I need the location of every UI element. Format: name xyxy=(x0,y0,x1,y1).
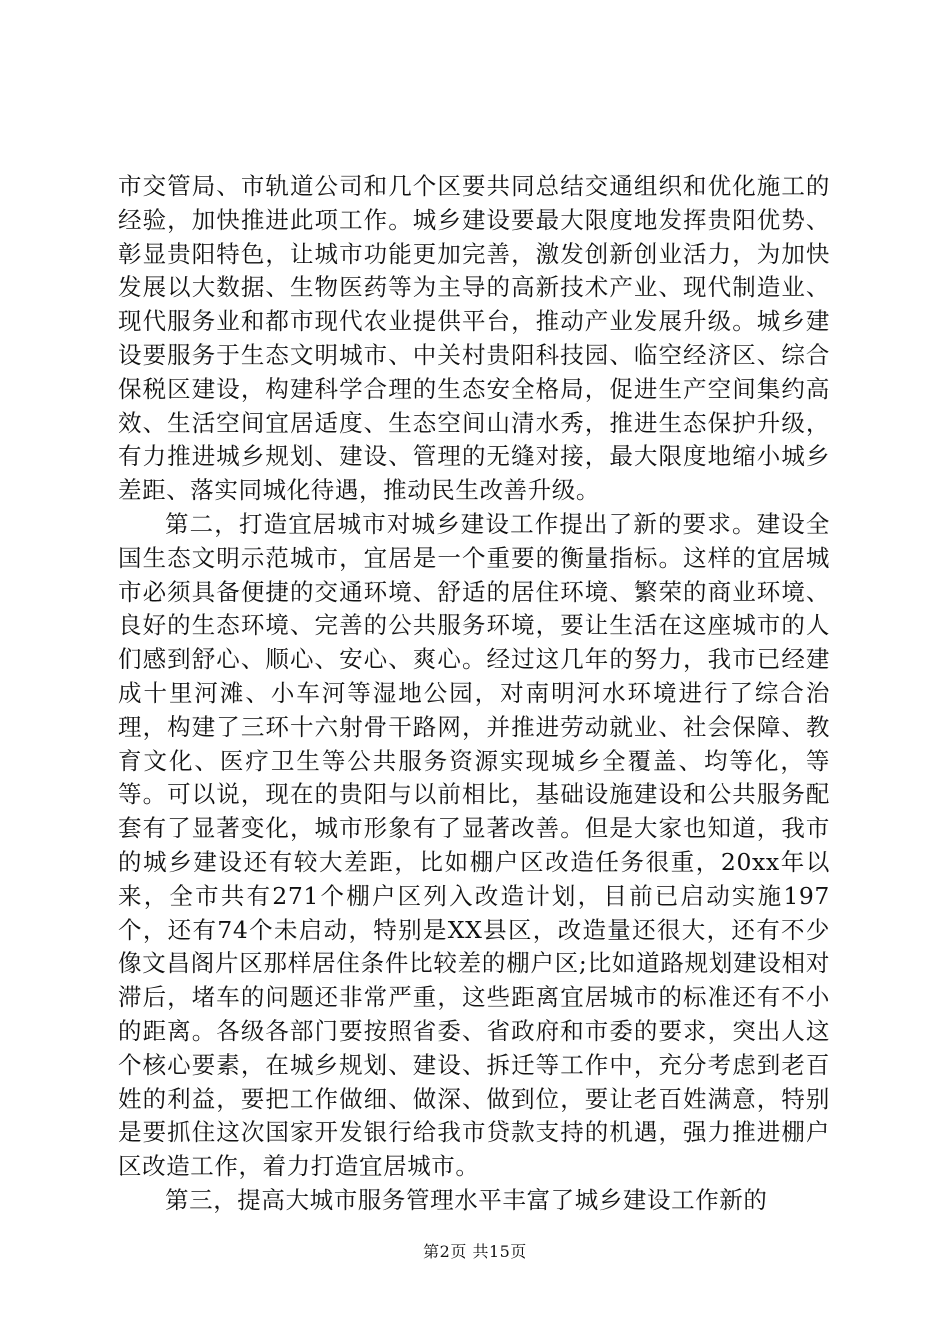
page-footer: 第2页 共15页 xyxy=(423,1242,527,1261)
document-body xyxy=(118,170,830,1218)
paragraph-continuation: 市交管局、市轨道公司和几个区要共同总结交通组织和优化施工的经验，加快推进此项工作。城乡建设要最大限度地发挥贵阳优势、彰显贵阳特色，让城市功能更加完善，激发创新创业活力，为加快发展以大数据、生物医药等为主导的高新技术产业、现代制造业、现代服务业和都市现代农业提供平台，推动产业发展升级。城乡建设要服务于生态文明城市、中关村贵阳科技园、临空经济区、综合保税区建设，构建科学合理的生态安全格局，促进生产空间集约高效、生活空间宜居适度、生态空间山清水秀，推进生态保护升级，有力推进城乡规划、建设、管理的无缝对接，最大限度地缩小城乡差距、落实同城化待遇，推动民生改善升级。 xyxy=(118,172,830,505)
paragraph-second-point: 第二，打造宜居城市对城乡建设工作提出了新的要求。建设全国生态文明示范城市，宜居是一个重要的衡量指标。这样的宜居城市必须具备便捷的交通环境、舒适的居住环境、繁荣的商业环境、良好的生态环境、完善的公共服务环境，要让生活在这座城市的人们感到舒心、顺心、安心、爽心。经过这几年的努力，我市已经建成十里河滩、小车河等湿地公园，对南明河水环境进行了综合治理，构建了三环十六射骨干路网，并推进劳动就业、社会保障、教育文化、医疗卫生等公共服务资源实现城乡全覆盖、均等化，等等。可以说，现在的贵阳与以前相比，基础设施建设和公共服务配套有了显著变化，城市形象有了显著改善。但是大家也知道，我市的城乡建设还有较大差距，比如棚户区改造任务很重，20xx年以来，全市共有271个棚户区列入改造计划，目前已启动实施197个，还有74个未启动，特别是XX县区，改造量还很大，还有不少像文昌阁片区那样居住条件比较差的棚户区;比如道路规划建设相对滞后，堵车的问题还非常严重，这些距离宜居城市的标准还有不小的距离。各级各部门要按照省委、省政府和市委的要求，突出人这个核心要素，在城乡规划、建设、拆迁等工作中，充分考虑到老百姓的利益，要把工作做细、做深、做到位，要让老百姓满意，特别是要抓住这次国家开发银行给我市贷款支持的机遇，强力推进棚户区改造工作，着力打造宜居城市。 xyxy=(118,509,830,1181)
paragraph-third-point: 第三，提高大城市服务管理水平丰富了城乡建设工作新的 xyxy=(165,1185,768,1214)
